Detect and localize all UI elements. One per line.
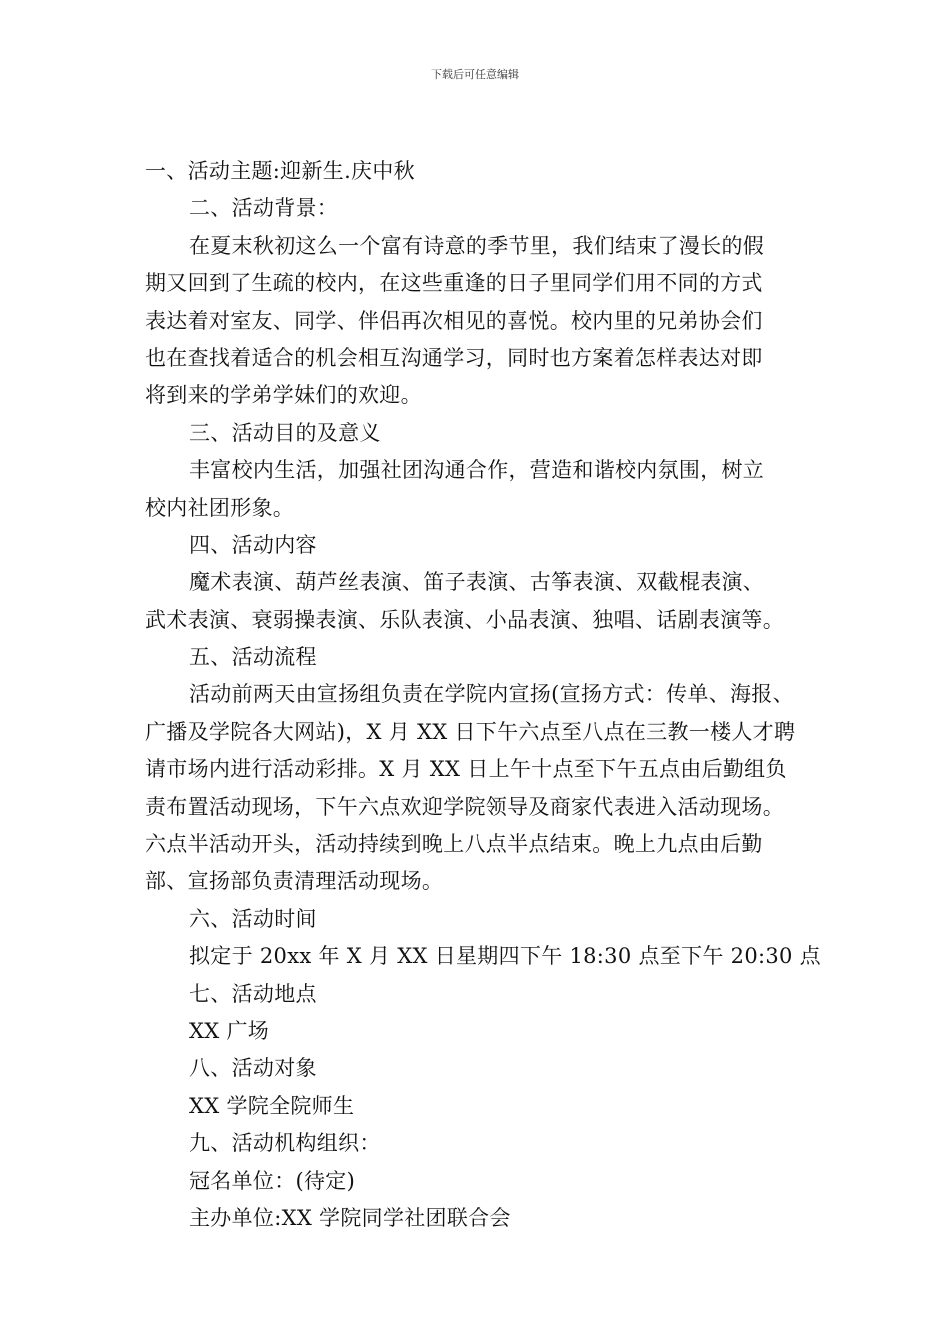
process-heading: 五、活动流程 (189, 645, 317, 670)
process-line: 活动前两天由宣扬组负责在学院内宣扬(宣扬方式：传单、海报、 (189, 682, 794, 707)
page-header-note: 下载后可任意编辑 (431, 68, 519, 81)
place-value: XX 广场 (189, 1018, 270, 1043)
org-heading: 九、活动机构组织： (189, 1131, 381, 1156)
process-line: 责布置活动现场，下午六点欢迎学院领导及商家代表进入活动现场。 (145, 794, 784, 819)
place-heading: 七、活动地点 (189, 981, 317, 1006)
background-line: 在夏末秋初这么一个富有诗意的季节里，我们结束了漫长的假 (189, 233, 765, 258)
purpose-line: 丰富校内生活，加强社团沟通合作，营造和谐校内氛围，树立 (189, 458, 765, 483)
purpose-line: 校内社团形象。 (145, 495, 295, 520)
background-line: 期又回到了生疏的校内，在这些重逢的日子里同学们用不同的方式 (145, 271, 763, 296)
purpose-heading: 三、活动目的及意义 (189, 420, 381, 445)
audience-heading: 八、活动对象 (189, 1056, 317, 1081)
process-line: 六点半活动开头，活动持续到晚上八点半点结束。晚上九点由后勤 (145, 832, 763, 857)
document-body (145, 153, 821, 1237)
time-heading: 六、活动时间 (189, 906, 317, 931)
background-line: 将到来的学弟学妹们的欢迎。 (145, 383, 422, 408)
background-line: 也在查找着适合的机会相互沟通学习，同时也方案着怎样表达对即 (145, 345, 763, 370)
time-value: 拟定于 20xx 年 X 月 XX 日星期四下午 18:30 点至下午 20:30 点 (189, 944, 821, 969)
background-heading: 二、活动背景： (189, 196, 339, 221)
background-line: 表达着对室友、同学、伴侣再次相见的喜悦。校内里的兄弟协会们 (145, 308, 763, 333)
sponsor-line: 冠名单位：(待定) (189, 1168, 356, 1193)
content-heading: 四、活动内容 (189, 532, 317, 557)
audience-value: XX 学院全院师生 (189, 1093, 355, 1118)
process-line: 请市场内进行活动彩排。X 月 XX 日上午十点至下午五点由后勤组负 (145, 757, 787, 782)
process-line: 广播及学院各大网站)，X 月 XX 日下午六点至八点在三教一楼人才聘 (145, 719, 796, 744)
content-line: 魔术表演、葫芦丝表演、笛子表演、古筝表演、双截棍表演、 (189, 570, 765, 595)
content-line: 武术表演、衰弱操表演、乐队表演、小品表演、独唱、话剧表演等。 (145, 607, 784, 632)
host-line: 主办单位:XX 学院同学社团联合会 (189, 1205, 511, 1230)
theme-heading: 一、活动主题:迎新生.庆中秋 (145, 159, 415, 183)
process-line: 部、宣扬部负责清理活动现场。 (145, 869, 444, 894)
